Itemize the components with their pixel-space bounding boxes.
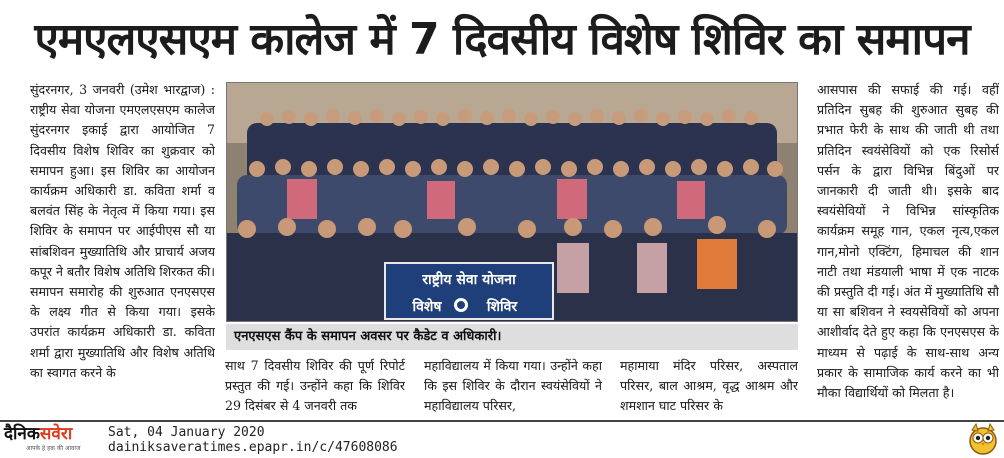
source-url[interactable]: dainiksaveratimes.epapr.in/c/47608086: [108, 440, 398, 455]
photo-caption: एनएसएस कैंप के समापन अवसर पर कैडेट व अधिकारी।: [226, 324, 798, 350]
headline: एमएलएसएम कालेज में 7 दिवसीय विशेष शिविर का समापन: [34, 14, 970, 65]
logo-part-2: सवेरा: [39, 424, 73, 444]
article-column-bottom-2: महाविद्यालय में किया गया। उन्होंने कहा कि इस शिविर के दौरान स्वयंसेवियों ने महाविद्यालय परिसर,: [424, 358, 602, 414]
logo-tagline: आपके हे हक़ की आवाज: [26, 445, 81, 452]
article-column-bottom-1: साथ 7 दिवसीय शिविर की पूर्ण रिपोर्ट प्रस्तुत की गई। उन्होंने कहा कि शिविर 29 दिसंबर से 4 जनवरी तक: [225, 358, 405, 414]
logo-part-1: दैनिक: [4, 424, 40, 444]
article-column-bottom-3: महामाया मंदिर परिसर, अस्पताल परिसर, बाल आश्रम, वृद्ध आश्रम और शमशान घाट परिसर के: [620, 358, 798, 414]
banner-subtitle-right: शिविर: [486, 299, 518, 315]
article-column-left: सुंदरनगर, 3 जनवरी (उमेश भारद्वाज) : राष्ट्रीय सेवा योजना एमएलएसएम कालेज सुंदरनगर इकाई द्वारा आयोजित 7 दिवसीय विशेष शिविर का शुक्रवार को समापन हुआ। इस शिविर का आयोजन कार्यक्रम अधिकारी डा. कविता शर्मा व बलवंत सिंह के नेतृत्व में किया गया। इस शिविर के समापन पर आईपीएस सौ या सांबशिवन मुख्यातिथि और प्राचार्य अजय कपूर ने बतौर विशेष अतिथि शिरकत की। समापन समारोह की शुरुआत एनएसएस के लक्ष्य गीत से किया गया। इसके उपरांत कार्यक्रम अधिकारी डा. कविता शर्मा द्वारा मुख्यातिथि और विशेष अतिथि का स्वागत करने के: [30, 82, 215, 380]
owl-icon: [966, 422, 1000, 456]
banner-title: राष्ट्रीय सेवा योजना: [422, 272, 516, 288]
brand-logo: [4, 424, 102, 456]
edition-date: Sat, 04 January 2020: [108, 425, 265, 440]
banner-subtitle-left: विशेष: [412, 299, 442, 315]
footer-divider: [0, 420, 1004, 422]
article-column-right: आसपास की सफाई की गई। वहीं प्रतिदिन सुबह की शुरुआत सुबह की प्रभात फेरी के साथ की जाती थी तथा प्रतिदिन स्वयंसेवियों को एक रिसोर्स पर्सन के द्वारा विभिन्न बिंदुओं पर जानकारी दी जाती थी। इसके बाद स्वयंसेवियों ने विभिन्न सांस्कृतिक कार्यक्रम समूह गान, एकल नृत्य,एकल गान,मोनो एक्टिंग, हिमाचल की शान नाटी तथा मंडयाली भाषा में एक नाटक की प्रस्तुति दी गई। अंत में मुख्यातिथि सौ या सा बशिवन ने स्वयसेवियों को अपना आशीर्वाद देते हुए कहा कि एनएसएस के माध्यम से पढ़ाई के साथ-साथ अन्य प्रकार के सामाजिक कार्य करने का भी मौका विद्यार्थियों को मिलता है।: [817, 82, 999, 401]
footer-meta: [108, 425, 528, 455]
news-photo: [226, 82, 798, 322]
